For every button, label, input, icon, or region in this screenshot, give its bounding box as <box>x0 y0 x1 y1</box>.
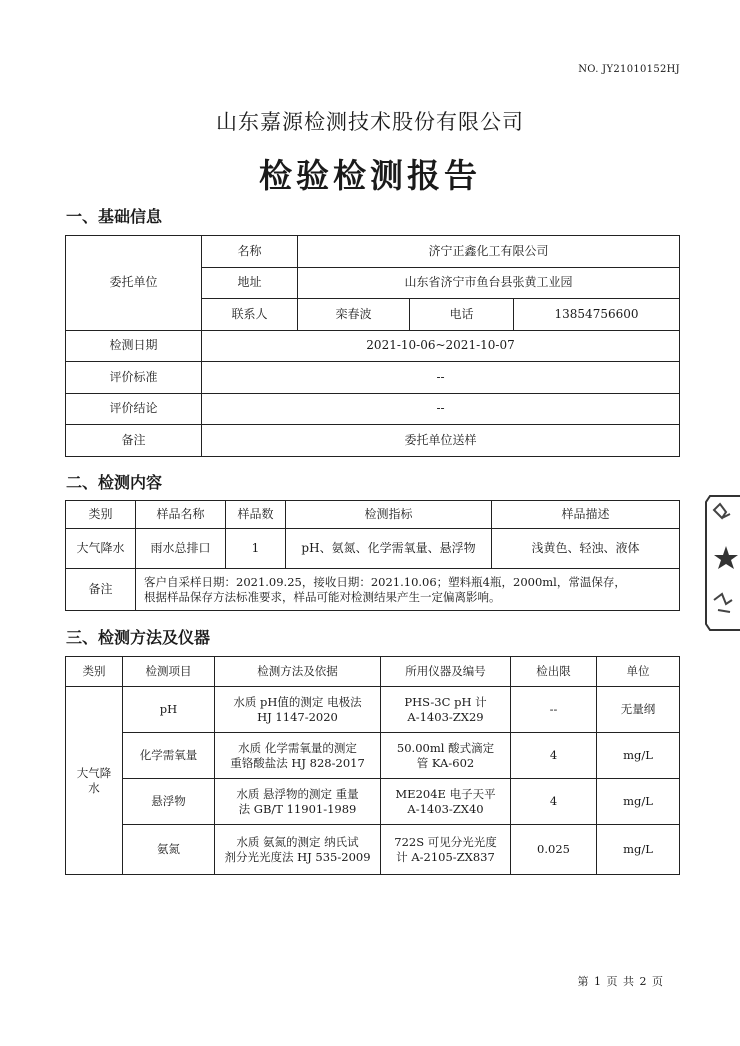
m-method-line2: 重铬酸盐法 HJ 828-2017 <box>230 755 365 770</box>
address-label: 地址 <box>202 267 298 299</box>
row-description: 浅黄色、轻浊、液体 <box>492 529 680 569</box>
row-count: 1 <box>226 529 286 569</box>
m-unit: mg/L <box>597 825 680 875</box>
header-category: 类别 <box>66 501 136 529</box>
table-row <box>66 733 680 779</box>
name-value: 济宁正鑫化工有限公司 <box>298 236 680 268</box>
m-inst-line2: 计 A-2105-ZX837 <box>396 849 495 864</box>
m-inst-line1: 50.00ml 酸式滴定 <box>396 741 495 756</box>
basic-info-table <box>65 235 680 457</box>
header-indicators: 检测指标 <box>286 501 492 529</box>
date-label: 检测日期 <box>66 330 202 362</box>
m-limit: 4 <box>511 779 597 825</box>
phone-value: 13854756600 <box>514 299 680 331</box>
content-remark <box>136 569 680 611</box>
m-unit: mg/L <box>597 779 680 825</box>
m-item: 悬浮物 <box>123 779 215 825</box>
m-method <box>215 687 381 733</box>
content-table <box>65 500 680 611</box>
conclusion-value: -- <box>202 393 680 425</box>
m-method-line1: 水质 氨氮的测定 纳氏试 <box>236 835 359 850</box>
m-limit: 0.025 <box>511 825 597 875</box>
m-header-unit: 单位 <box>597 657 680 687</box>
m-method-line2: HJ 1147-2020 <box>257 709 338 724</box>
m-inst-line1: PHS-3C pH 计 <box>404 695 487 710</box>
table-row <box>66 779 680 825</box>
header-description: 样品描述 <box>492 501 680 529</box>
m-method-line1: 水质 化学需氧量的测定 <box>238 741 357 756</box>
client-label: 委托单位 <box>66 236 202 331</box>
m-unit: 无量纲 <box>597 687 680 733</box>
methods-table <box>65 656 680 875</box>
remark-label: 备注 <box>66 425 202 457</box>
standard-value: -- <box>202 362 680 394</box>
m-inst-line1: ME204E 电子天平 <box>395 787 496 802</box>
phone-label: 电话 <box>410 299 514 331</box>
date-value: 2021-10-06~2021-10-07 <box>202 330 680 362</box>
m-method-line2: 法 GB/T 11901-1989 <box>238 801 357 816</box>
address-value: 山东省济宁市鱼台县张黄工业园 <box>298 267 680 299</box>
m-instrument <box>381 825 511 875</box>
m-inst-line2: A-1403-ZX29 <box>407 709 484 724</box>
m-method-line2: 剂分光光度法 HJ 535-2009 <box>224 849 371 864</box>
m-inst-line1: 722S 可见分光光度 <box>394 835 497 850</box>
m-unit: mg/L <box>597 733 680 779</box>
m-limit: 4 <box>511 733 597 779</box>
m-header-limit: 检出限 <box>511 657 597 687</box>
header-sample-name: 样品名称 <box>136 501 226 529</box>
row-sample-name: 雨水总排口 <box>136 529 226 569</box>
table-row <box>66 825 680 875</box>
content-remark-line1: 客户自采样日期：2021.09.25，接收日期：2021.10.06；塑料瓶4瓶，2000ml，常温保存， <box>144 575 626 590</box>
seal-stamp-icon <box>700 488 740 638</box>
m-instrument <box>381 733 511 779</box>
conclusion-label: 评价结论 <box>66 393 202 425</box>
m-method-line1: 水质 pH值的测定 电极法 <box>233 695 362 710</box>
m-header-category: 类别 <box>66 657 123 687</box>
section-content-heading: 二、检测内容 <box>66 473 163 492</box>
remark-value: 委托单位送样 <box>202 425 680 457</box>
content-remark-label: 备注 <box>66 569 136 611</box>
m-item: pH <box>123 687 215 733</box>
row-category: 大气降水 <box>66 529 136 569</box>
m-instrument <box>381 779 511 825</box>
m-item: 化学需氧量 <box>123 733 215 779</box>
name-label: 名称 <box>202 236 298 268</box>
page-number: 第 1 页 共 2 页 <box>577 975 664 988</box>
m-header-instrument: 所用仪器及编号 <box>381 657 511 687</box>
m-inst-line2: A-1403-ZX40 <box>407 801 484 816</box>
company-name: 山东嘉源检测技术股份有限公司 <box>216 110 524 134</box>
contact-value: 栾春波 <box>298 299 410 331</box>
m-limit: -- <box>511 687 597 733</box>
m-method <box>215 733 381 779</box>
m-header-item: 检测项目 <box>123 657 215 687</box>
section-methods-heading: 三、检测方法及仪器 <box>66 628 211 647</box>
contact-label: 联系人 <box>202 299 298 331</box>
header-sample-count: 样品数 <box>226 501 286 529</box>
report-number: NO. JY21010152HJ <box>578 64 680 75</box>
m-instrument <box>381 687 511 733</box>
m-item: 氨氮 <box>123 825 215 875</box>
row-indicators: pH、氨氮、化学需氧量、悬浮物 <box>286 529 492 569</box>
m-category: 大气降水 <box>66 687 123 875</box>
section-basic-info-heading: 一、基础信息 <box>66 207 163 226</box>
m-method <box>215 825 381 875</box>
content-remark-line2: 根据样品保存方法标准要求，样品可能对检测结果产生一定偏离影响。 <box>144 589 501 604</box>
m-method <box>215 779 381 825</box>
table-row <box>66 687 680 733</box>
report-title: 检验检测报告 <box>259 156 481 195</box>
standard-label: 评价标准 <box>66 362 202 394</box>
m-method-line1: 水质 悬浮物的测定 重量 <box>236 787 359 802</box>
m-inst-line2: 管 KA-602 <box>416 755 475 770</box>
m-header-method: 检测方法及依据 <box>215 657 381 687</box>
